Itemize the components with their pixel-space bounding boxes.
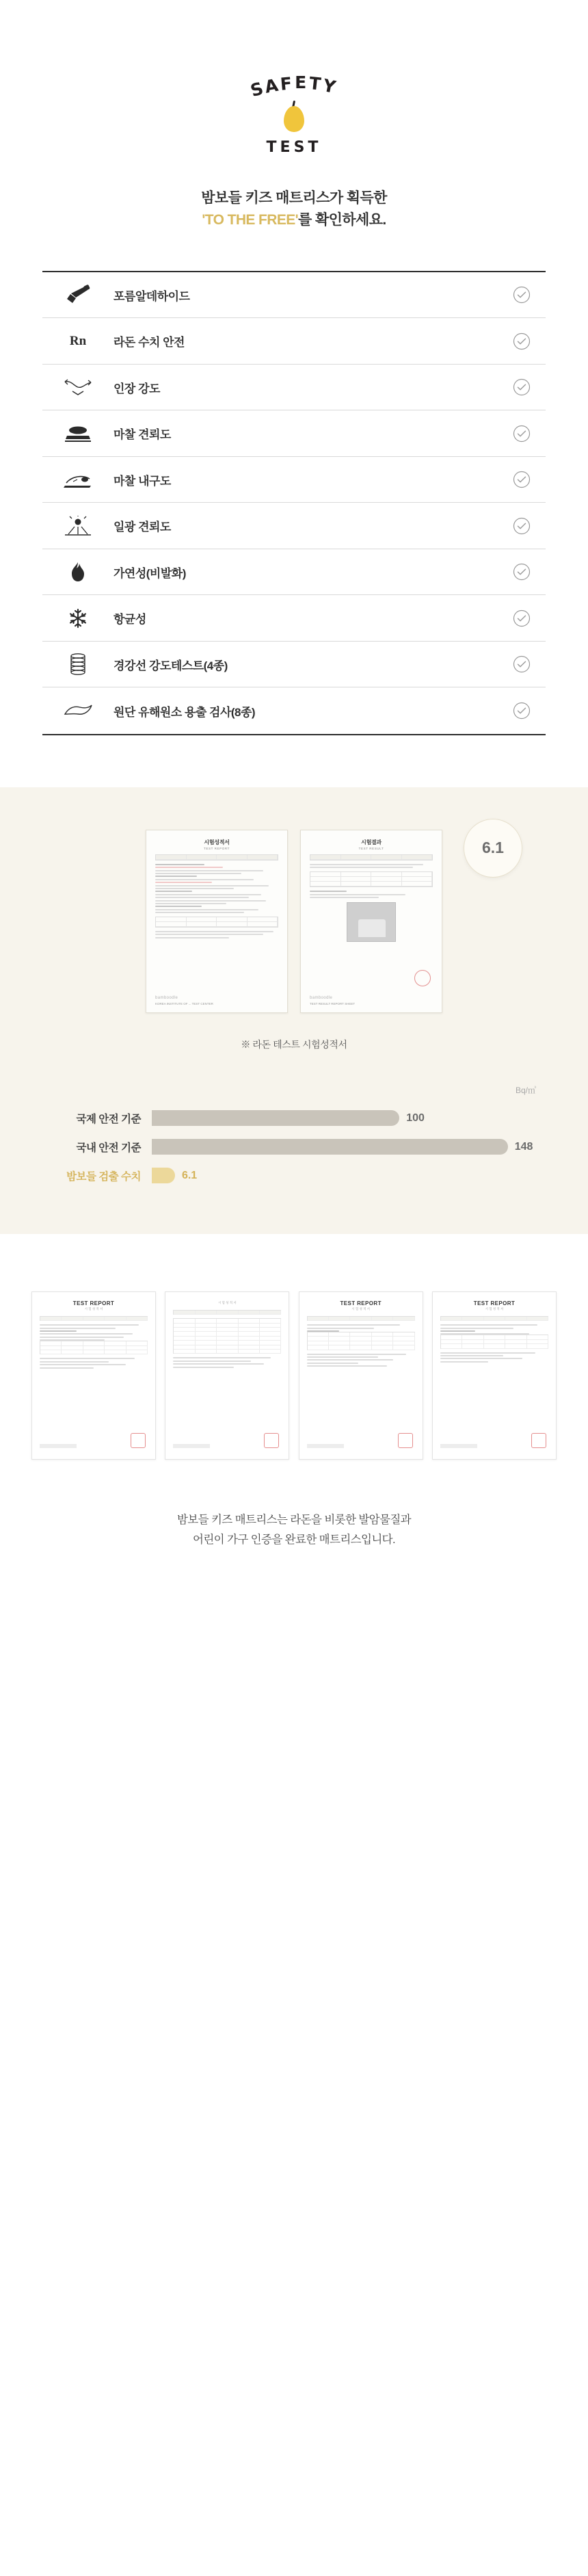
list-item-label: 포름알데하이드 [113, 289, 190, 303]
radon-test-section [0, 787, 588, 1234]
chart-bar-value: 100 [406, 1112, 425, 1124]
fabric-sheet-icon [42, 702, 113, 720]
list-item-label: 항균성 [113, 613, 146, 627]
certificate-title: TEST REPORT [72, 1300, 115, 1306]
doc-footer-text: TEST RESULT REPORT SHEET [310, 1001, 356, 1006]
status-badge [498, 378, 546, 396]
tensile-strength-icon [42, 378, 113, 397]
radon-report-images [0, 830, 588, 1013]
safety-test-logo [0, 0, 588, 156]
certificate-image [31, 1291, 156, 1460]
radon-test-report-right [300, 830, 442, 1013]
chart-bar-row [49, 1104, 539, 1133]
status-badge [498, 563, 546, 581]
doc-subtitle: TEST RESULT [358, 846, 384, 850]
logo-test-text: TEST [266, 139, 322, 156]
rn-symbol-icon: Rn [69, 333, 87, 348]
chart-category-label: 국제 안전 기준 [76, 1113, 141, 1125]
lemon-mascot-icon [281, 101, 307, 135]
chart-bar-highlight [152, 1168, 175, 1183]
chart-category-label-highlight: 밤보들 검출 수치 [66, 1170, 141, 1183]
radon-bar-chart [49, 1084, 539, 1190]
flame-icon [42, 561, 113, 583]
chart-bar-track [152, 1104, 539, 1133]
status-badge [498, 517, 546, 535]
list-item-label: 인장 강도 [113, 382, 160, 395]
radon-value-bubble: 6.1 [464, 819, 522, 878]
list-item-label: 마찰 견뢰도 [113, 428, 171, 442]
certificate-subtitle: 시 험 성 적 서 [217, 1300, 237, 1304]
chart-bar [152, 1110, 399, 1126]
chart-category-label: 국내 안전 기준 [76, 1142, 141, 1154]
certificate-subtitle: 시 험 성 적 서 [351, 1306, 371, 1311]
radon-test-report-left [146, 830, 288, 1013]
friction-fastness-icon [42, 423, 113, 444]
status-badge [498, 425, 546, 443]
certificate-subtitle: 시 험 성 적 서 [485, 1306, 504, 1311]
certificate-title: TEST REPORT [473, 1300, 516, 1306]
list-item-label: 원단 유해원소 용출 검사(8종) [113, 705, 256, 719]
chart-bar-value-highlight: 6.1 [181, 1169, 198, 1181]
certificate-image [299, 1291, 423, 1460]
logo-safety-text: SAFETY [248, 73, 340, 101]
list-item-label: 경강선 강도테스트(4종) [113, 659, 228, 672]
list-item [42, 272, 546, 319]
headline-line-1: 밤보들 키즈 매트리스가 획득한 [201, 190, 387, 206]
doc-brand: bamboodle [310, 995, 333, 1000]
list-item-label: 마찰 내구도 [113, 474, 171, 488]
list-item-label: 일광 견뢰도 [113, 521, 171, 534]
footer-line-1: 밤보들 키즈 매트리스는 라돈을 비롯한 발암물질과 [176, 1513, 412, 1526]
certificate-image [165, 1291, 289, 1460]
snowflake-icon [42, 607, 113, 629]
list-item [42, 595, 546, 642]
spring-coil-icon [42, 653, 113, 676]
doc-subtitle: TEST REPORT [204, 846, 230, 850]
chart-bar-track [152, 1161, 539, 1190]
status-badge [498, 702, 546, 720]
headline-line-2 [0, 209, 588, 231]
certificate-subtitle: 시 험 성 적 서 [84, 1306, 103, 1311]
status-badge [498, 286, 546, 304]
doc-title: 시험결과 [361, 839, 382, 845]
certificate-stamp-icon [398, 1433, 413, 1448]
certificate-stamp-icon [531, 1433, 546, 1448]
safety-test-list [42, 271, 546, 735]
certificate-stamp-icon [131, 1433, 146, 1448]
list-item [42, 365, 546, 411]
doc-brand: bamboodle [155, 995, 178, 1000]
list-item [42, 687, 546, 734]
friction-durability-icon [42, 469, 113, 490]
status-badge [498, 332, 546, 350]
radon-caption: ※ 라돈 테스트 시험성적서 [241, 1038, 347, 1050]
chart-bar-value: 148 [514, 1140, 533, 1153]
certificate-title: TEST REPORT [340, 1300, 382, 1306]
footer-line-2: 어린이 가구 인증을 완료한 매트리스입니다. [192, 1533, 396, 1546]
list-item [42, 457, 546, 503]
doc-stamp-icon [414, 970, 431, 986]
list-item [42, 318, 546, 365]
paint-brush-icon [42, 285, 113, 305]
headline-line-2-rest: 를 확인하세요. [298, 211, 386, 228]
chart-bar-row [49, 1161, 539, 1190]
headline-accent: 'TO THE FREE' [202, 211, 299, 228]
doc-title: 시험성적서 [204, 839, 230, 845]
chart-bar [152, 1139, 508, 1155]
doc-photo [347, 902, 396, 942]
status-badge [498, 655, 546, 673]
list-item-label: 라돈 수치 안전 [113, 336, 185, 350]
footer-description [0, 1510, 588, 1550]
status-badge [498, 471, 546, 488]
list-item [42, 503, 546, 549]
page-title [0, 187, 588, 231]
chart-bar-row [49, 1133, 539, 1161]
certificate-gallery [0, 1291, 588, 1460]
list-item [42, 549, 546, 596]
list-item [42, 410, 546, 457]
chart-bar-track [152, 1133, 539, 1161]
list-item-label: 가연성(비발화) [113, 566, 186, 580]
list-item [42, 642, 546, 688]
status-badge [498, 609, 546, 627]
certificate-stamp-icon [264, 1433, 279, 1448]
chart-unit-label: Bq/㎥ [515, 1085, 536, 1095]
sunlight-fastness-icon [42, 516, 113, 536]
doc-footer-text: KOREA INSTITUTE OF ... TEST CENTER [155, 1001, 213, 1006]
certificate-image [432, 1291, 557, 1460]
